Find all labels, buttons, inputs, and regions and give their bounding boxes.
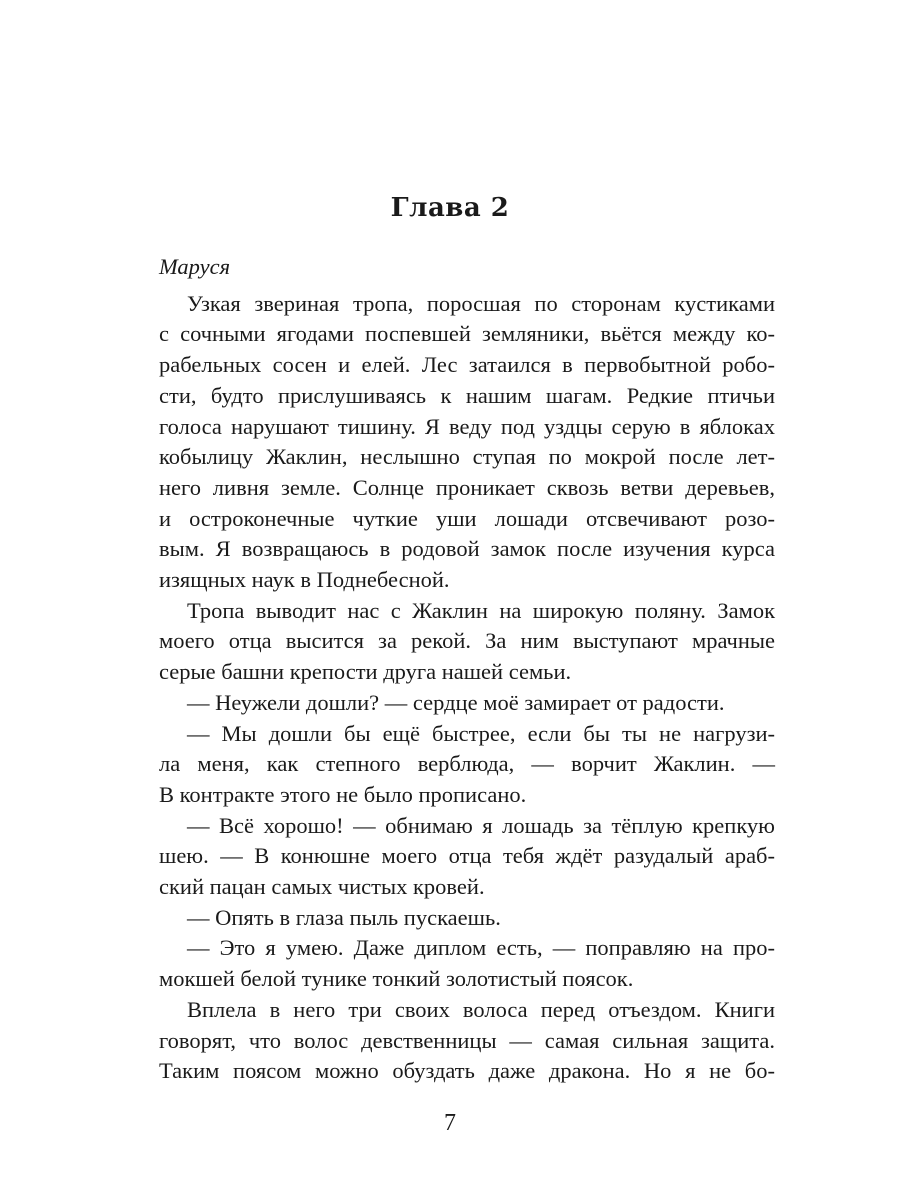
paragraph [159, 688, 775, 719]
text-line: него ливня земле. Солнце проникает сквозь ветви деревьев, [159, 474, 775, 500]
text-line: и остроконечные чуткие уши лошади отсвечивают розо- [159, 505, 775, 531]
text-line: голоса нарушают тишину. Я веду под уздцы серую в яблоках [159, 413, 775, 439]
text-line: шею. — В конюшне моего отца тебя ждёт разудалый араб- [159, 843, 775, 869]
pov-heading: Маруся [159, 254, 231, 279]
text-line: изящных наук в Поднебесной. [159, 567, 450, 593]
text-line: Таким поясом можно обуздать даже дракона. Но я не бо- [159, 1058, 775, 1084]
text-line: сти, будто прислушиваясь к нашим шагам. Редкие птичьи [159, 382, 775, 408]
text-line: мокшей белой тунике тонкий золотистый поясок. [159, 966, 634, 992]
body-text [159, 252, 775, 1087]
text-line: — Это я умею. Даже диплом есть, — поправляю на про- [187, 935, 775, 961]
paragraph [159, 289, 775, 596]
text-line: — Мы дошли бы ещё быстрее, если бы ты не нагрузи- [187, 720, 775, 746]
paragraph [159, 811, 775, 903]
text-line: с сочными ягодами поспевшей земляники, вьётся между ко- [159, 321, 775, 347]
text-line: В контракте этого не было прописано. [159, 781, 527, 807]
text-line: — Опять в глаза пыль пускаешь. [187, 904, 501, 930]
text-line: — Всё хорошо! — обнимаю я лошадь за тёплую крепкую [187, 812, 775, 838]
text-line: говорят, что волос девственницы — самая сильная защита. [159, 1027, 775, 1053]
text-line: вым. Я возвращаюсь в родовой замок после изучения курса [159, 536, 775, 562]
paragraph [159, 903, 775, 934]
text-line: серые башни крепости друга нашей семьи. [159, 659, 572, 685]
text-line: Тропа выводит нас с Жаклин на широкую поляну. Замок [187, 597, 775, 623]
chapter-title: Глава 2 [390, 193, 510, 223]
page-number: 7 [444, 1110, 456, 1136]
paragraph [159, 933, 775, 994]
paragraph [159, 719, 775, 811]
paragraphs [159, 289, 775, 1087]
text-line: Узкая звериная тропа, поросшая по сторонам кустиками [187, 290, 775, 316]
text-line: рабельных сосен и елей. Лес затаился в первобытной робо- [159, 352, 775, 378]
paragraph [159, 995, 775, 1087]
text-line: Вплела в него три своих волоса перед отъездом. Книги [187, 996, 775, 1022]
text-line: ский пацан самых чистых кровей. [159, 874, 485, 900]
text-line: кобылицу Жаклин, неслышно ступая по мокрой после лет- [159, 444, 775, 470]
text-line: моего отца высится за рекой. За ним выступают мрачные [159, 628, 775, 654]
text-line: ла меня, как степного верблюда, — ворчит Жаклин. — [159, 751, 775, 777]
text-line: — Неужели дошли? — сердце моё замирает от радости. [187, 689, 725, 715]
paragraph [159, 596, 775, 688]
